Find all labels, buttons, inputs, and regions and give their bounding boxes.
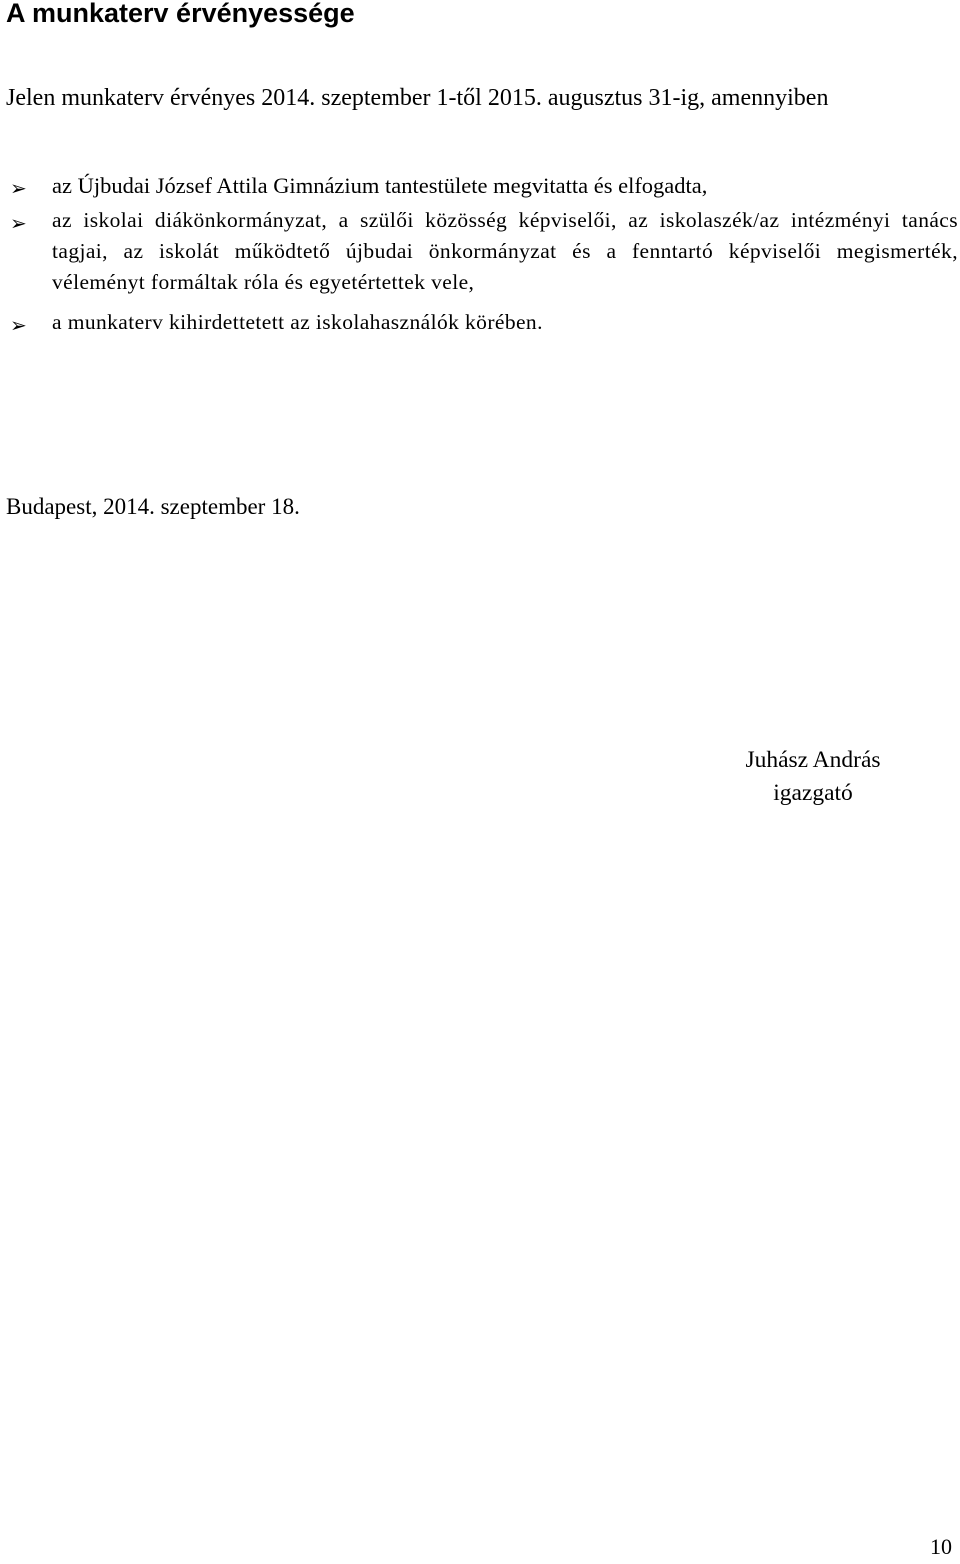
list-item xyxy=(0,205,960,298)
arrowhead-bullet-icon: ➢ xyxy=(10,176,27,200)
signatory-name: Juhász András xyxy=(745,747,881,773)
list-item-text: az Újbudai József Attila Gimnázium tantestülete megvitatta és elfogadta, xyxy=(52,173,708,198)
list-item xyxy=(0,307,960,338)
place-and-date: Budapest, 2014. szeptember 18. xyxy=(6,494,300,519)
list-item-text: a munkaterv kihirdettetett az iskolahasználók körében. xyxy=(52,310,543,334)
list-item xyxy=(0,170,960,202)
page-number: 10 xyxy=(930,1534,952,1559)
list-item-text: az iskolai diákönkormányzat, a szülői közösség képviselői, az iskolaszék/az intézményi tanács tagjai, az iskolát működtető újbudai önkormányzat és a fenntartó képviselői megismerték, véleményt formáltak róla és egyetértettek vele, xyxy=(52,208,958,294)
arrowhead-bullet-icon: ➢ xyxy=(10,313,27,337)
section-heading: A munkaterv érvényessége xyxy=(6,0,355,28)
conditions-list xyxy=(0,170,960,341)
intro-paragraph: Jelen munkaterv érvényes 2014. szeptember 1-től 2015. augusztus 31-ig, amennyiben xyxy=(6,85,829,111)
arrowhead-bullet-icon: ➢ xyxy=(10,211,27,235)
signatory-title: igazgató xyxy=(773,780,853,806)
signature-block xyxy=(700,744,926,810)
